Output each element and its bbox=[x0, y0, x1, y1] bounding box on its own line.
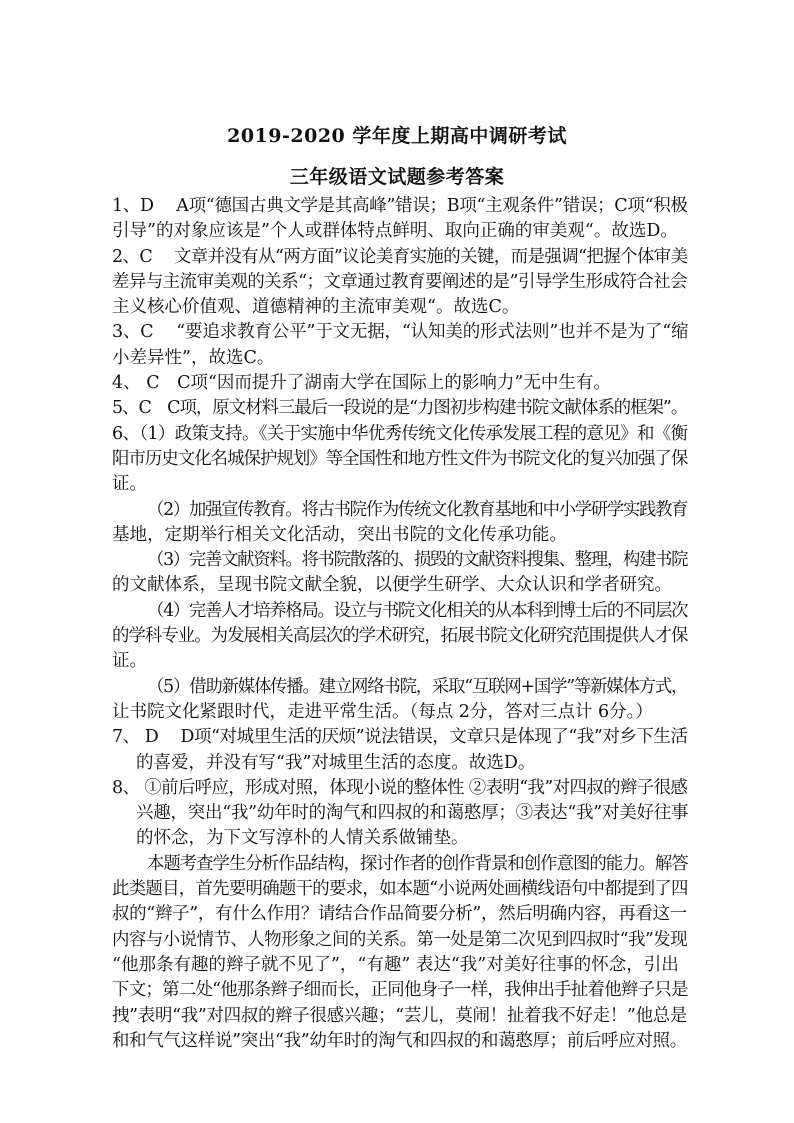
text-line: （3）完善文献资料。将书院散落的、损毁的文献资料搜集、整理，构建书院 bbox=[147, 550, 688, 571]
text-line: 基地，定期举行相关文化活动，突出书院的文化传承功能。 bbox=[112, 524, 567, 545]
text-line: 3、C “要追求教育公平”于文无据，“认知美的形式法则”也并不是为了“缩 bbox=[112, 322, 689, 343]
text-line: 引导”的对象应该是”个人或群体特点鲜明、取向正确的审美观“。故选D。 bbox=[112, 221, 678, 242]
text-line: 5、C C项，原文材料三最后一段说的是“力图初步构建书院文献体系的框架”。 bbox=[112, 398, 688, 419]
text-line: 叔的“辫子”，有什么作用？请结合作品简要分析”，然后明确内容，再看这一 bbox=[112, 904, 687, 925]
text-line: 的文献体系，呈现书院文献全貌，以便学生研学、大众认识和学者研究。 bbox=[112, 575, 672, 596]
text-line: 此类题目，首先要明确题干的要求，如本题“小说两处画横线语句中都提到了四 bbox=[112, 879, 688, 900]
text-line: 下文；第二处“他那条辫子细而长，正同他身子一样，我伸出手扯着他辫子只是 bbox=[112, 980, 688, 1001]
text-line: 证。 bbox=[112, 474, 147, 495]
text-line: 小差异性”，故选C。 bbox=[112, 347, 275, 368]
text-line: 主义核心价值观、道德精神的主流审美观“。故选C。 bbox=[112, 297, 520, 318]
text-line: 6、（1）政策支持。《关于实施中华优秀传统文化传承发展工程的意见》和《衡 bbox=[112, 423, 688, 444]
text-line: 内容与小说情节、人物形象之间的关系。第一处是第二次见到四叔时“我”发现 bbox=[112, 929, 688, 950]
text-line: 2、C 文章并没有从“两方面”议论美育实施的关键，而是强调“把握个体审美 bbox=[112, 246, 688, 267]
text-line: 让书院文化紧跟时代，走进平常生活。（每点 2分，答对三点计 6分。） bbox=[112, 701, 653, 722]
document-subtitle: 三年级语文试题参考答案 bbox=[289, 166, 505, 188]
text-line: 的学科专业。为发展相关高层次的学术研究，拓展书院文化研究范围提供人才保 bbox=[112, 626, 688, 647]
text-line: （5）借助新媒体传播。建立网络书院，采取“互联网+国学”等新媒体方式， bbox=[147, 676, 688, 697]
text-line: “他那条有趣的辫子就不见了”，“有趣” 表达“我”对美好往事的怀念，引出 bbox=[112, 954, 679, 975]
document-title: 2019-2020 学年度上期高中调研考试 bbox=[227, 125, 567, 147]
text-line: 的怀念，为下文写淳朴的人情关系做铺垫。 bbox=[136, 828, 469, 849]
text-line: 8、 ①前后呼应，形成对照，体现小说的整体性 ②表明“我”对四叔的辫子很感 bbox=[112, 777, 688, 798]
text-line: （2）加强宣传教育。将古书院作为传统文化教育基地和中小学研学实践教育 bbox=[147, 499, 688, 520]
text-line: 兴趣，突出“我”幼年时的淘气和四叔的和蔼憨厚；③表达“我”对美好往事 bbox=[136, 803, 689, 824]
text-line: 差异与主流审美观的关系“；文章通过教育要阐述的是”引导学生形成符合社会 bbox=[112, 271, 688, 292]
text-line: 阳市历史文化名城保护规划》等全国性和地方性文件为书院文化的复兴加强了保 bbox=[112, 448, 688, 469]
text-line: 本题考查学生分析作品结构，探讨作者的创作背景和创作意图的能力。解答 bbox=[147, 853, 688, 874]
text-line: 和和气气这样说”突出“我”幼年时的淘气和四叔的和蔼憨厚；前后呼应对照。 bbox=[112, 1030, 687, 1051]
text-line: （4）完善人才培养格局。设立与书院文化相关的从本科到博士后的不同层次 bbox=[147, 600, 688, 621]
text-line: 7、 D D项“对城里生活的厌烦”说法错误，文章只是体现了“我”对乡下生活 bbox=[112, 727, 688, 748]
text-line: 1、D A项“德国古典文学是其高峰”错误；B项“主观条件”错误；C项“积极 bbox=[112, 196, 688, 216]
answer-body bbox=[112, 194, 688, 1054]
text-line: 拽”表明“我”对四叔的辫子很感兴趣；“芸儿，莫闹！扯着我不好走！”他总是 bbox=[112, 1005, 688, 1026]
text-line: 证。 bbox=[112, 651, 147, 672]
text-line: 4、 C C项“因而提升了湖南大学在国际上的影响力”无中生有。 bbox=[112, 373, 611, 394]
text-line: 的喜爱，并没有写“我”对城里生活的态度。故选D。 bbox=[136, 752, 536, 773]
